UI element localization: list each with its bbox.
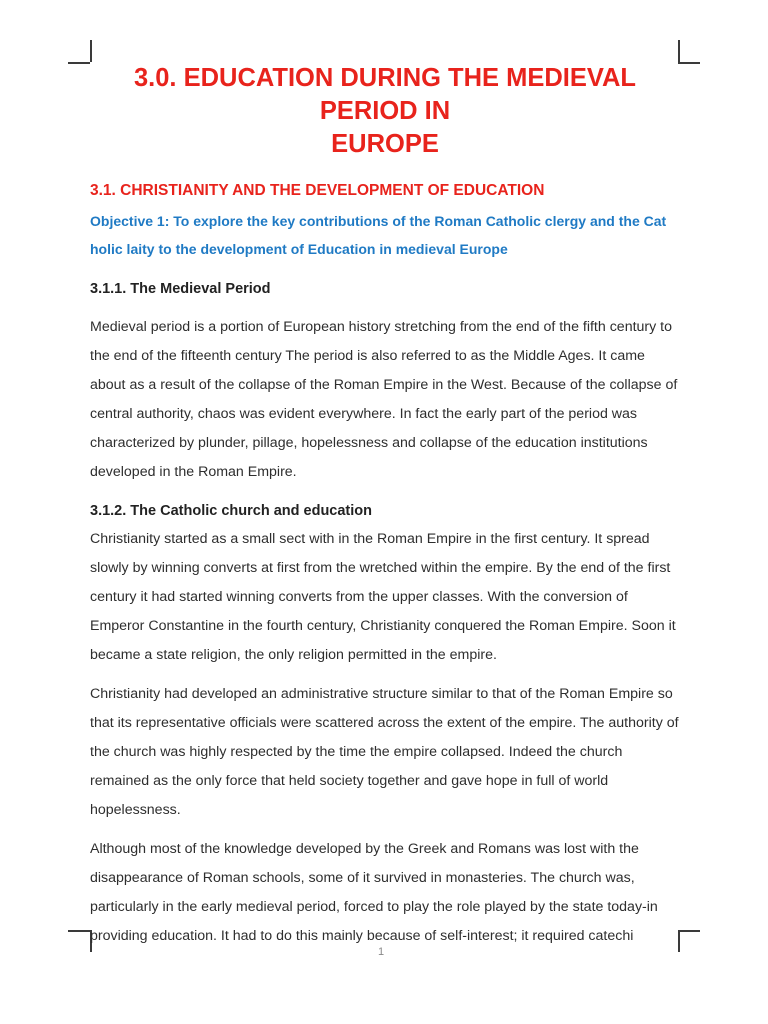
objective-text	[90, 207, 680, 263]
chapter-title-line-2: EUROPE	[331, 130, 439, 158]
paragraph-church-structure: Christianity had developed an administrative structure similar to that of the Roman Empire so that its representative officials were scattered across the extent of the empire. The authority of the church was highly respected by the time the empire collapsed. Indeed the church remained as the only force that held society together and gave hope in full of world hopelessness.	[90, 686, 679, 818]
paragraph-christianity-spread: Christianity started as a small sect with in the Roman Empire in the first century. It spread slowly by winning converts at first from the wretched within the empire. By the end of the first century it had started winning converts from the upper classes. With the conversion of Emperor Constantine in the fourth century, Christianity conquered the Roman Empire. Soon it became a state religion, the only religion permitted in the empire.	[90, 531, 676, 663]
crop-mark-top-right	[678, 62, 700, 64]
objective-line-1: Objective 1: To explore the key contributions of the Roman Catholic clergy and the Cat	[90, 213, 667, 229]
subsection-heading-catholic-church: 3.1.2. The Catholic church and education	[90, 503, 372, 519]
crop-mark-top-right	[678, 40, 680, 62]
paragraph-monasteries: Although most of the knowledge developed by the Greek and Romans was lost with the disappearance of Roman schools, some of it survived in monasteries. The church was, particularly in the early medieval period, forced to play the role played by the state today-in providing education. It had to do this mainly because of self-interest; it required catechi	[90, 841, 658, 944]
objective-line-2: holic laity to the development of Education in medieval Europe	[90, 241, 508, 257]
chapter-title-line-1: 3.0. EDUCATION DURING THE MEDIEVAL PERIOD IN	[133, 64, 636, 125]
crop-mark-top-left	[90, 40, 92, 62]
subsection-heading-medieval-period: 3.1.1. The Medieval Period	[90, 281, 271, 297]
crop-mark-bottom-left	[68, 930, 90, 932]
page-number: 1	[378, 946, 385, 958]
paragraph-medieval-period: Medieval period is a portion of European history stretching from the end of the fifth century to the end of the fifteenth century The period is also referred to as the Middle Ages. It came about as a result of the collapse of the Roman Empire in the West. Because of the collapse of central authority, chaos was evident everywhere. In fact the early part of the period was characterized by plunder, pillage, hopelessness and collapse of the education institutions developed in the Roman Empire.	[90, 319, 678, 480]
document-content	[90, 62, 680, 951]
chapter-title	[90, 62, 680, 161]
crop-mark-bottom-right	[678, 930, 700, 932]
crop-mark-top-left	[68, 62, 90, 64]
section-heading: 3.1. CHRISTIANITY AND THE DEVELOPMENT OF EDUCATION	[90, 182, 545, 199]
